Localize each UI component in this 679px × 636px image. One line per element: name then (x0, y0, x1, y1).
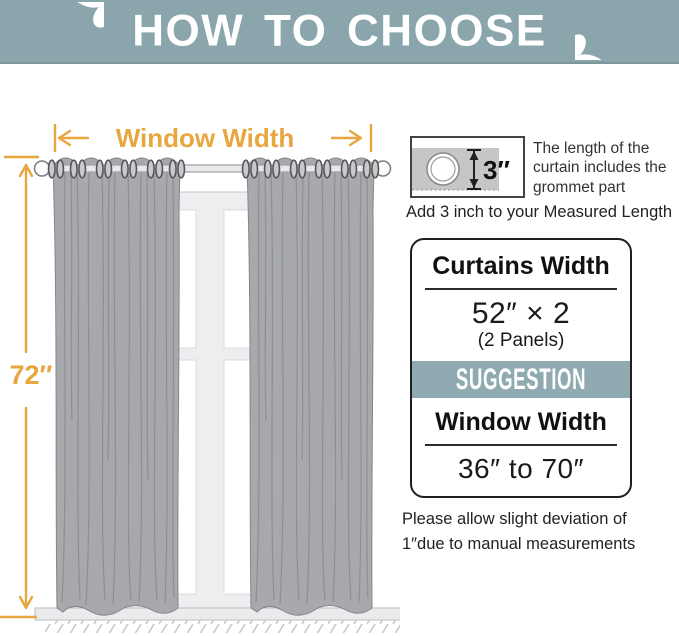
disclaimer-line-2: 1″due to manual measurements (402, 534, 636, 553)
suggestion-banner (412, 361, 630, 398)
window-width-value: 36″ to 70″ (457, 453, 585, 484)
panels-count-note: (2 Panels) (477, 330, 565, 351)
disclaimer-line-1: Please allow slight deviation of (402, 510, 627, 528)
add-length-note: Add 3 inch to your Measured Length (406, 203, 673, 221)
grommet-measure-label: 3″ (483, 155, 510, 185)
floor (35, 608, 400, 633)
grommet-hole-icon (427, 153, 459, 185)
curtains-width-value: 52″ × 2 (471, 297, 571, 330)
fleur-de-lis-right-icon (575, 2, 633, 60)
measurement-disclaimer (402, 507, 674, 557)
divider (425, 288, 617, 290)
fleur-de-lis-left-icon (46, 2, 104, 60)
window-width-heading: Window Width (435, 408, 607, 436)
suggestion-banner-label: SUGGESTION (455, 362, 587, 396)
grommet-detail-figure (410, 136, 525, 198)
divider (425, 444, 617, 446)
curtain-window-diagram (0, 100, 400, 636)
curtains-width-heading: Curtains Width (432, 252, 610, 280)
size-suggestion-box (410, 238, 632, 498)
curtain-height-label: 72″ (9, 360, 53, 390)
window-width-label: Window Width (115, 123, 295, 153)
grommet-description: The length of the curtain includes the grommet part (533, 140, 667, 196)
rod-finial-left (35, 161, 50, 176)
page-title: HOW TO CHOOSE (132, 5, 547, 56)
header-band (0, 0, 679, 64)
